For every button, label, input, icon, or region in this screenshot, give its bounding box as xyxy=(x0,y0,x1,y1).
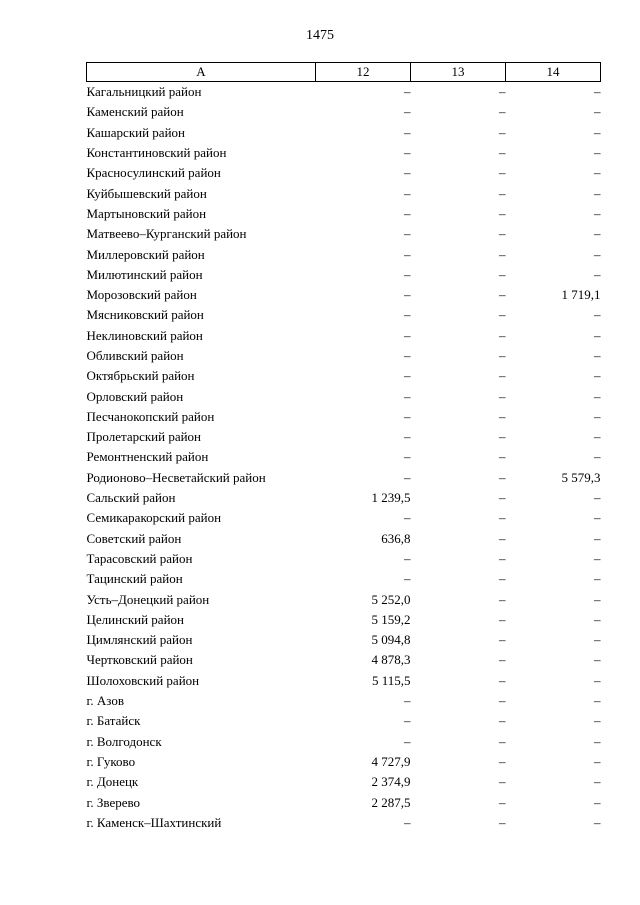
row-name-cell: Родионово–Несветайский район xyxy=(86,469,266,485)
row-name-cell: г. Каменск–Шахтинский xyxy=(86,814,222,830)
value-cell-14: – xyxy=(594,693,601,709)
column-header-12: 12 xyxy=(316,63,411,82)
row-name-cell: г. Гуково xyxy=(86,753,136,769)
row-name-cell: Целинский район xyxy=(86,611,184,627)
value-cell-12: 636,8 xyxy=(381,530,411,546)
value-cell-13: – xyxy=(499,266,506,282)
value-cell-13: – xyxy=(499,104,506,120)
value-cell-12: – xyxy=(404,104,411,120)
value-cell-14: – xyxy=(594,124,601,140)
value-cell-13: – xyxy=(499,124,506,140)
row-name-cell: Песчанокопский район xyxy=(86,408,215,424)
value-cell-13: – xyxy=(499,693,506,709)
value-cell-12: – xyxy=(404,388,411,404)
value-cell-14: – xyxy=(594,490,601,506)
value-cell-14: – xyxy=(594,611,601,627)
value-cell-12: – xyxy=(404,327,411,343)
value-cell-12: 2 374,9 xyxy=(371,774,411,790)
table-row xyxy=(87,427,601,447)
value-cell-13: – xyxy=(499,226,506,242)
value-cell-13: – xyxy=(499,753,506,769)
value-cell-14: – xyxy=(594,652,601,668)
table-row xyxy=(87,589,601,609)
value-cell-12: – xyxy=(404,449,411,465)
value-cell-14: – xyxy=(594,145,601,161)
table-row xyxy=(87,183,601,203)
row-name-cell: Шолоховский район xyxy=(86,672,200,688)
value-cell-12: 5 094,8 xyxy=(371,632,411,648)
value-cell-12: – xyxy=(404,84,411,100)
value-cell-12: – xyxy=(404,226,411,242)
value-cell-13: – xyxy=(499,490,506,506)
value-cell-13: – xyxy=(499,165,506,181)
value-cell-13: – xyxy=(499,205,506,221)
value-cell-12: – xyxy=(404,429,411,445)
value-cell-12: – xyxy=(404,550,411,566)
row-name-cell: Морозовский район xyxy=(86,287,197,303)
row-name-cell: Миллеровский район xyxy=(86,246,205,262)
column-header-14: 14 xyxy=(506,63,601,82)
value-cell-14: – xyxy=(594,185,601,201)
value-cell-12: – xyxy=(404,287,411,303)
value-cell-13: – xyxy=(499,652,506,668)
row-name-cell: Мясниковский район xyxy=(86,307,204,323)
row-name-cell: Красносулинский район xyxy=(86,165,221,181)
row-name-cell: Тарасовский район xyxy=(86,550,193,566)
value-cell-13: – xyxy=(499,672,506,688)
table-row xyxy=(87,508,601,528)
table-row xyxy=(87,305,601,325)
value-cell-14: – xyxy=(594,246,601,262)
value-cell-13: – xyxy=(499,469,506,485)
value-cell-12: – xyxy=(404,368,411,384)
table-row xyxy=(87,386,601,406)
row-name-cell: Ремонтненский район xyxy=(86,449,209,465)
value-cell-13: – xyxy=(499,571,506,587)
value-cell-14: – xyxy=(594,733,601,749)
value-cell-13: – xyxy=(499,632,506,648)
row-name-cell: Советский район xyxy=(86,530,182,546)
value-cell-12: – xyxy=(404,814,411,830)
row-name-cell: Тацинский район xyxy=(86,571,183,587)
row-name-cell: г. Донецк xyxy=(86,774,139,790)
table-header xyxy=(87,63,601,82)
value-cell-12: – xyxy=(404,124,411,140)
value-cell-12: – xyxy=(404,693,411,709)
value-cell-14: – xyxy=(594,408,601,424)
value-cell-12: – xyxy=(404,165,411,181)
value-cell-12: 2 287,5 xyxy=(371,794,411,810)
value-cell-13: – xyxy=(499,611,506,627)
value-cell-14: – xyxy=(594,388,601,404)
table-row xyxy=(87,366,601,386)
value-cell-13: – xyxy=(499,591,506,607)
value-cell-13: – xyxy=(499,185,506,201)
value-cell-13: – xyxy=(499,287,506,303)
table-row xyxy=(87,143,601,163)
value-cell-12: 1 239,5 xyxy=(371,490,411,506)
value-cell-12: 5 252,0 xyxy=(371,591,411,607)
value-cell-14: 1 719,1 xyxy=(561,287,601,303)
table-row xyxy=(87,224,601,244)
value-cell-13: – xyxy=(499,307,506,323)
table-row xyxy=(87,326,601,346)
value-cell-14: – xyxy=(594,84,601,100)
value-cell-14: – xyxy=(594,348,601,363)
table-row xyxy=(87,82,601,103)
row-name-cell: г. Волгодонск xyxy=(86,733,162,749)
value-cell-13: – xyxy=(499,530,506,546)
value-cell-13: – xyxy=(499,550,506,566)
value-cell-12: – xyxy=(404,733,411,749)
value-cell-14: – xyxy=(594,550,601,566)
value-cell-13: – xyxy=(499,794,506,810)
value-cell-13: – xyxy=(499,733,506,749)
value-cell-13: – xyxy=(499,388,506,404)
table-row xyxy=(87,346,601,366)
value-cell-12: – xyxy=(404,469,411,485)
value-cell-12: 4 878,3 xyxy=(371,652,411,668)
table-row xyxy=(87,468,601,488)
row-name-cell: Матвеево–Курганский район xyxy=(86,226,247,242)
value-cell-13: – xyxy=(499,814,506,830)
value-cell-13: – xyxy=(499,368,506,384)
value-cell-12: – xyxy=(404,205,411,221)
value-cell-13: – xyxy=(499,145,506,161)
table-row xyxy=(87,650,601,670)
table-row xyxy=(87,691,601,711)
value-cell-12: 5 115,5 xyxy=(371,672,411,688)
value-cell-12: – xyxy=(404,348,411,363)
table-row xyxy=(87,407,601,427)
row-name-cell: Сальский район xyxy=(86,490,176,506)
value-cell-12: 4 727,9 xyxy=(371,753,411,769)
row-name-cell: Мартыновский район xyxy=(86,205,207,221)
table-row xyxy=(87,102,601,122)
value-cell-12: – xyxy=(404,307,411,323)
table-row xyxy=(87,792,601,812)
row-name-cell: Кашарский район xyxy=(86,124,185,140)
value-cell-14: – xyxy=(594,713,601,729)
row-name-cell: Константиновский район xyxy=(86,145,227,161)
row-name-cell: Куйбышевский район xyxy=(86,185,207,201)
table-row xyxy=(87,813,601,833)
value-cell-13: – xyxy=(499,327,506,343)
row-name-cell: Октябрьский район xyxy=(86,368,195,384)
value-cell-14: – xyxy=(594,165,601,181)
value-cell-14: – xyxy=(594,794,601,810)
value-cell-13: – xyxy=(499,348,506,363)
row-name-cell: г. Зверево xyxy=(86,794,141,810)
table-row xyxy=(87,529,601,549)
row-name-cell: Каменский район xyxy=(86,104,184,120)
table-row xyxy=(87,549,601,569)
value-cell-13: – xyxy=(499,510,506,526)
table-row xyxy=(87,447,601,467)
table-row xyxy=(87,610,601,630)
table-row xyxy=(87,569,601,589)
value-cell-12: 5 159,2 xyxy=(371,611,411,627)
data-table xyxy=(86,62,601,833)
value-cell-14: – xyxy=(594,205,601,221)
value-cell-14: – xyxy=(594,307,601,323)
value-cell-12: – xyxy=(404,185,411,201)
table-row xyxy=(87,732,601,752)
value-cell-12: – xyxy=(404,571,411,587)
value-cell-12: – xyxy=(404,510,411,526)
value-cell-13: – xyxy=(499,246,506,262)
table-row xyxy=(87,772,601,792)
value-cell-12: – xyxy=(404,408,411,424)
value-cell-14: – xyxy=(594,530,601,546)
value-cell-14: – xyxy=(594,632,601,648)
column-header-name: А xyxy=(87,63,316,82)
row-name-cell: г. Батайск xyxy=(86,713,141,729)
value-cell-13: – xyxy=(499,408,506,424)
value-cell-14: – xyxy=(594,429,601,445)
row-name-cell: Обливский район xyxy=(86,348,184,363)
table-row xyxy=(87,244,601,264)
value-cell-14: – xyxy=(594,449,601,465)
value-cell-14: – xyxy=(594,814,601,830)
value-cell-14: – xyxy=(594,672,601,688)
value-cell-14: – xyxy=(594,266,601,282)
page-number: 1475 xyxy=(306,28,334,43)
value-cell-14: – xyxy=(594,104,601,120)
table-row xyxy=(87,163,601,183)
table-row xyxy=(87,285,601,305)
row-name-cell: Милютинский район xyxy=(86,266,203,282)
table-row xyxy=(87,630,601,650)
column-header-13: 13 xyxy=(411,63,506,82)
row-name-cell: Цимлянский район xyxy=(86,632,193,648)
row-name-cell: Неклиновский район xyxy=(86,327,203,343)
row-name-cell: Орловский район xyxy=(86,388,184,404)
value-cell-14: – xyxy=(594,368,601,384)
value-cell-14: – xyxy=(594,774,601,790)
value-cell-14: 5 579,3 xyxy=(561,469,601,485)
value-cell-13: – xyxy=(499,713,506,729)
row-name-cell: Кагальницкий район xyxy=(86,84,202,100)
value-cell-12: – xyxy=(404,266,411,282)
row-name-cell: Усть–Донецкий район xyxy=(86,591,210,607)
value-cell-12: – xyxy=(404,145,411,161)
value-cell-14: – xyxy=(594,327,601,343)
row-name-cell: г. Азов xyxy=(86,693,124,709)
table-row xyxy=(87,488,601,508)
value-cell-12: – xyxy=(404,713,411,729)
table-row xyxy=(87,123,601,143)
value-cell-13: – xyxy=(499,774,506,790)
value-cell-14: – xyxy=(594,226,601,242)
table-row xyxy=(87,204,601,224)
value-cell-12: – xyxy=(404,246,411,262)
value-cell-14: – xyxy=(594,753,601,769)
table-row xyxy=(87,752,601,772)
header-row xyxy=(87,63,601,82)
value-cell-13: – xyxy=(499,449,506,465)
row-name-cell: Чертковский район xyxy=(86,652,193,668)
row-name-cell: Семикаракорский район xyxy=(86,510,222,526)
value-cell-13: – xyxy=(499,429,506,445)
value-cell-14: – xyxy=(594,510,601,526)
value-cell-14: – xyxy=(594,591,601,607)
table-row xyxy=(87,265,601,285)
row-name-cell: Пролетарский район xyxy=(86,429,202,445)
table-row xyxy=(87,711,601,731)
value-cell-13: – xyxy=(499,84,506,100)
table-body xyxy=(87,82,601,833)
table-row xyxy=(87,671,601,691)
value-cell-14: – xyxy=(594,571,601,587)
